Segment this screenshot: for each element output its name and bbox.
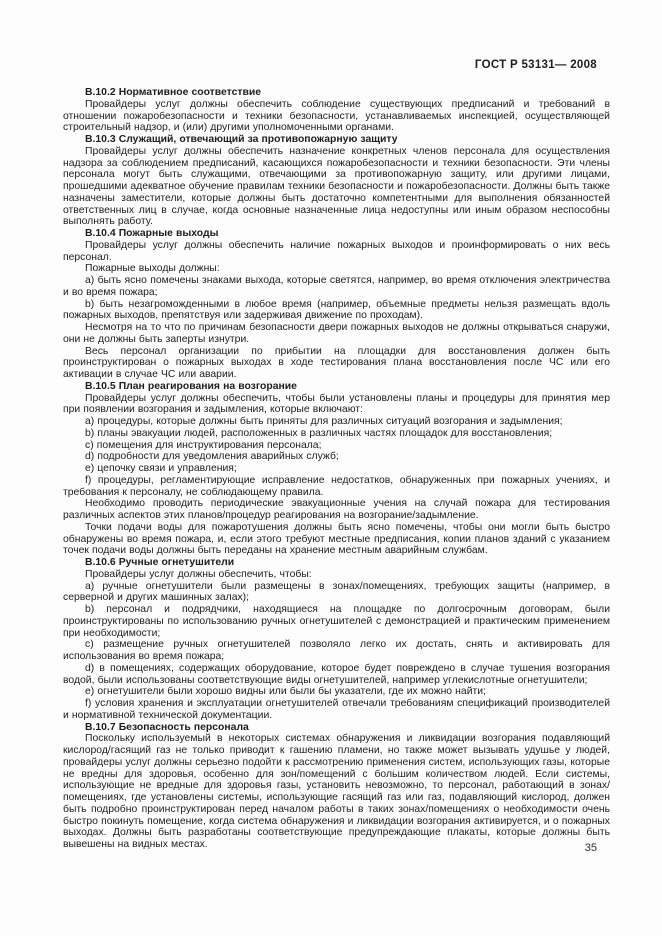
section-heading: В.10.6 Ручные огнетушители	[85, 557, 235, 568]
section-heading: В.10.7 Безопасность персонала	[85, 721, 249, 733]
paragraph: a) ручные огнетушители были размещены в зонах/помещениях, требующих защиты (например, в серверной и других машинных залах);	[63, 580, 610, 604]
section	[63, 134, 610, 228]
section	[63, 381, 610, 557]
paragraph: Точки подачи воды для пожаротушения должны быть ясно помечены, чтобы они могли быть быстро обнаружены во время пожара, и, если этого требуют местные предписания, копии планов зданий с указанием точек подачи воды должны быть переданы на хранение местным аварийным службам.	[63, 521, 610, 557]
section-heading: В.10.5 План реагирования на возгорание	[85, 380, 297, 392]
paragraph: d) подробности для уведомления аварийных служб;	[85, 451, 339, 463]
paragraph: Весь персонал организации по прибытии на площадки для восстановления должен быть проинструктирован о пожарных выходах в ходе тестирования плана восстановления после ЧС или его активации в случае ЧС или аварии.	[63, 345, 610, 380]
section-heading: В.10.2 Нормативное соответствие	[85, 87, 262, 98]
document-code-header: ГОСТ Р 53131— 2008	[474, 59, 597, 71]
paragraph: e) цепочку связи и управления;	[85, 463, 237, 474]
paragraph: b) персонал и подрядчики, находящиеся на площадке по долгосрочным договорам, были проинструктированы по использованию ручных огнетушителей с демонстрацией и практическим применением при необходимости;	[63, 604, 610, 639]
paragraph: Пожарные выходы должны:	[85, 263, 220, 275]
paragraph: Провайдеры услуг должны обеспечить, чтобы:	[85, 568, 312, 580]
section-heading: В.10.4 Пожарные выходы	[85, 228, 219, 239]
paragraph: Провайдеры услуг должны обеспечить, чтобы были установлены планы и процедуры для принятия мер при появлении возгорания и задымления, которые включают:	[63, 392, 610, 416]
paragraph: Провайдеры услуг должны обеспечить соблюдение существующих предписаний и требований в отношении пожаробезопасности и техники безопасности, устанавливаемых инспекцией, осуществляющей строительный надзор, и (или) другими уполномоченными органами.	[63, 98, 610, 134]
paragraph: b) планы эвакуации людей, расположенных в различных частях площадок для восстановления;	[85, 427, 553, 439]
paragraph: c) размещение ручных огнетушителей позволяло легко их достать, снять и активировать для использования во время пожара;	[63, 639, 610, 662]
paragraph: e) огнетушители были хорошо видны или были бы указатели, где их можно найти;	[85, 686, 486, 698]
paragraph: a) быть ясно помечены знаками выхода, которые светятся, например, во время отключения электричества и во время пожара;	[63, 275, 610, 298]
paragraph: Поскольку используемый в некоторых системах обнаружения и ликвидации возгорания подавляющий кислород/гасящий газ не только приводит к гашению пламени, но также может вызывать удушье у людей, провайдеры услуг должны серьезно подойти к рассмотрению применения систем, использующих газы, которые не вредны для здоровья, особенно для зон/помещений с большим количеством людей. Если системы, использующие не вредные для здоровья газы, установить невозможно, то персонал, работающий в зонах/помещениях, где установлены системы, использующие гасящий газ или газ, подавляющий кислород, должен быть подробно проинструктирован перед началом работы в таких зонах/помещениях о необходимости очень быстро покинуть помещение, когда система обнаружения и ликвидации возгорания активируется, и о пожарных выходах. Должны быть разработаны соответствующие предупреждающие плакаты, которые должны быть вывешены на видных местах.	[63, 733, 610, 850]
paragraph: Провайдеры услуг должны обеспечить наличие пожарных выходов и проинформировать о них весь персонал.	[63, 239, 610, 263]
paragraph: c) помещения для инструктирования персонала;	[85, 439, 322, 451]
paragraph: b) быть незагроможденными в любое время (например, объемные предметы нельзя размещать вдоль пожарных выходов, препятствуя или задерживая движение по проходам).	[63, 298, 610, 322]
paragraph: Несмотря на то что по причинам безопасности двери пожарных выходов не должны открываться снаружи, они не должны быть заперты изнутри.	[63, 322, 610, 345]
page-number: 35	[584, 842, 597, 854]
section	[63, 557, 610, 722]
paragraph: a) процедуры, которые должны быть приняты для различных ситуаций возгорания и задымления;	[85, 416, 563, 427]
document-body	[63, 87, 610, 851]
paragraph: Необходимо проводить периодические эвакуационные учения на случай пожара для тестирования различных аспектов этих планов/процедур реагирования на возгорание/задымление.	[63, 498, 610, 521]
paragraph: f) процедуры, регламентирующие исправление недостатков, обнаруженных при пожарных учениях, и требования к персоналу, не соблюдающему правила.	[63, 474, 610, 498]
section-heading: В.10.3 Служащий, отвечающий за противопожарную защиту	[85, 134, 398, 145]
section	[63, 87, 610, 134]
section	[63, 228, 610, 381]
paragraph: f) условия хранения и эксплуатации огнетушителей отвечали требованиям спецификаций производителей и нормативной технической документации.	[63, 698, 610, 721]
paragraph: Провайдеры услуг должны обеспечить назначение конкретных членов персонала для осуществления надзора за соблюдением предписаний, касающихся пожаробезопасности и техники безопасности. Эти члены персонала могут быть служащими, отвечающими за противопожарную защиту, или другими лицами, прошедшими адекватное обучение правилам техники безопасности и пожаробезопасности. Должны быть также назначены заместители, которые должны быть достаточно компетентными для выполнения обязанностей ответственных лиц в случае, когда основные назначенные лица недоступны или иным образом неспособны выполнять работу.	[63, 145, 610, 228]
section	[63, 722, 610, 851]
paragraph: d) в помещениях, содержащих оборудование, которое будет повреждено в случае тушения возгорания водой, были использованы соответствующие виды огнетушителей, например углекислотные огнетушители;	[63, 662, 610, 686]
